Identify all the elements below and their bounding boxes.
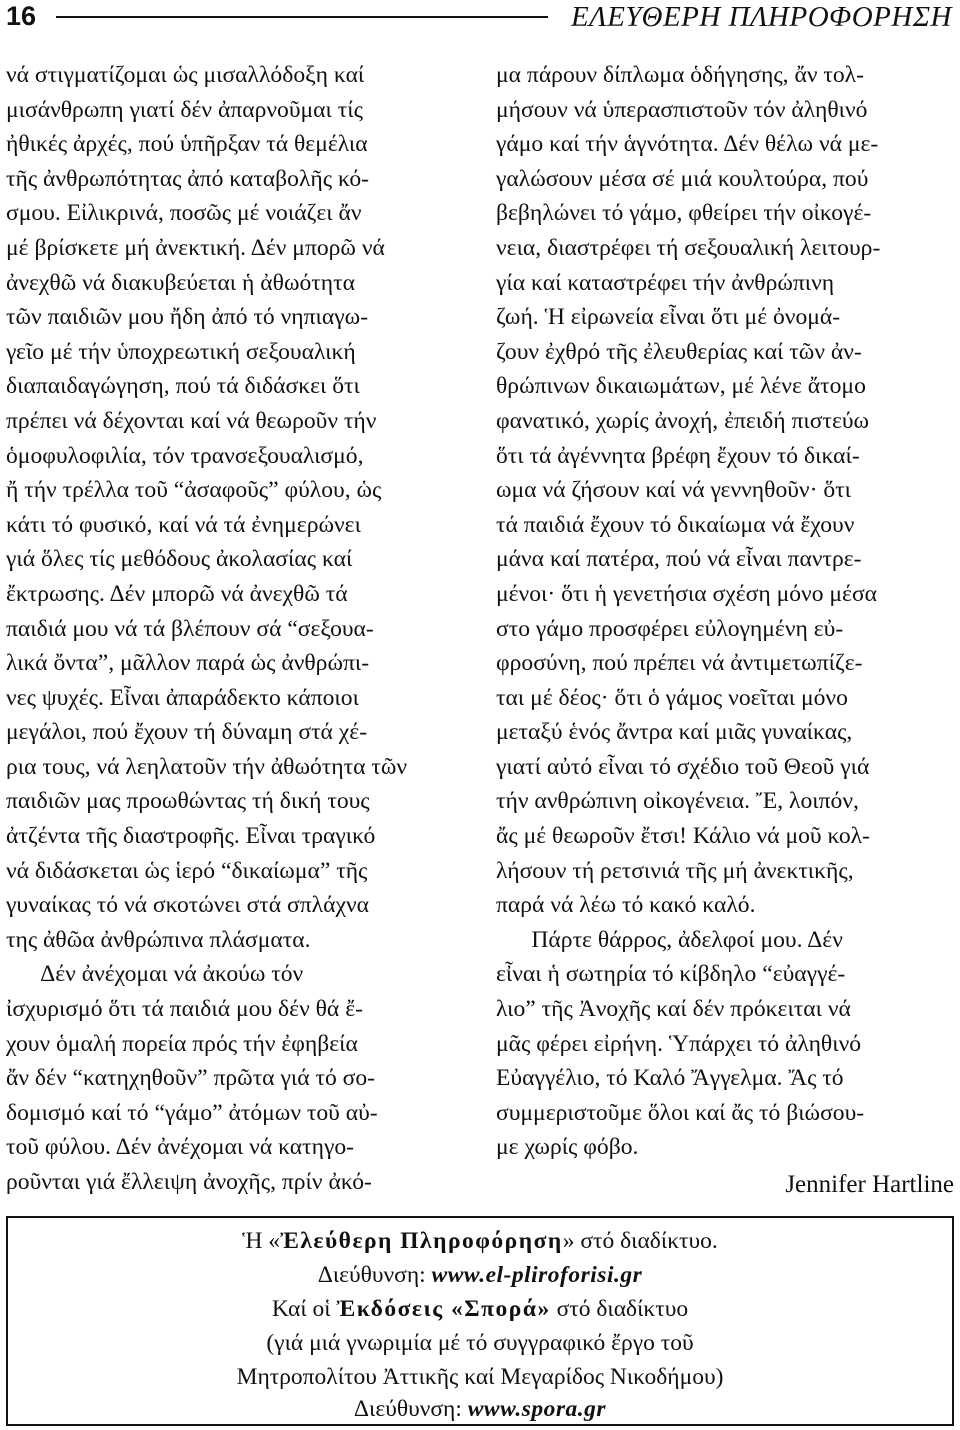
- left_column-line: μισάνθρωπη γιατί δέν ἀπαρνοῦμαι τίς: [6, 96, 363, 123]
- left_column-line: μεγάλοι, πού ἔχουν τή δύναμη στά χέ-: [6, 719, 368, 746]
- right_column-line: μεταξύ ἑνός ἄντρα καί μιᾶς γυναίκας,: [496, 719, 853, 746]
- left_column-line: ἤ τήν τρέλλα τοῦ “ἀσαφοῦς” φύλου, ὡς: [6, 477, 382, 504]
- left_column-line: νά στιγματίζομαι ὡς μισαλλόδοξη καί: [6, 62, 365, 88]
- left_column-line: ἠθικές ἀρχές, πού ὑπῆρξαν τά θεμέλια: [6, 131, 368, 158]
- right_column-line: τήν ανθρώπινη οἰκογένεια. Ἔ, λοιπόν,: [496, 788, 859, 815]
- right_column-line: ὅτι τά ἀγέννητα βρέφη ἔχουν τό δικαί-: [496, 442, 860, 469]
- address-label: Διεύθυνση:: [353, 1396, 468, 1422]
- website-link-pliroforisi[interactable]: www.el-pliroforisi.gr: [431, 1262, 643, 1288]
- left_column-line: τῆς ἀνθρωπότητας ἀπό καταβολῆς κό-: [6, 165, 370, 192]
- left_column-line: παιδιά μου νά τά βλέπουν σά “σεξουα-: [6, 615, 374, 642]
- right_column-line: γιατί αὐτό εἶναι τό σχέδιο τοῦ Θεοῦ γιά: [496, 753, 870, 780]
- right_column-line: μάνα καί πατέρα, πού νά εἶναι παντρε-: [496, 546, 862, 573]
- right_column-line: συμμεριστοῦμε ὅλοι καί ἄς τό βιώσου-: [496, 1099, 865, 1126]
- right_column-line: τά παιδιά ἔχουν τό δικαίωμα νά ἔχουν: [496, 511, 855, 538]
- notice-line-6: [8, 1394, 952, 1424]
- right_column-line: ἄς μέ θεωροῦν ἔτσι! Κάλιο νά μοῦ κολ-: [496, 823, 870, 850]
- left_column-line: χουν ὁμαλή πορεία πρός τήν ἐφηβεία: [6, 1030, 358, 1057]
- right_column-line: ζουν ἐχθρό τῆς ἐλευθερίας καί τῶν ἀν-: [496, 338, 862, 365]
- right_column-line: με χωρίς φόβο.: [496, 1134, 639, 1161]
- newspaper-title: ΕΛΕΥΘΕΡΗ ΠΛΗΡΟΦΟΡΗΣΗ: [570, 1, 952, 33]
- left_column-line: Δέν ἀνέχομαι νά ἀκούω τόν: [6, 961, 304, 988]
- left_column-line: ἔκτρωσης. Δέν μπορῶ νά ἀνεχθῶ τά: [6, 580, 348, 607]
- left_column-line: τοῦ φύλου. Δέν ἀνέχομαι νά κατηγο-: [6, 1134, 355, 1161]
- right_column-line: ωμα νά ζήσουν καί νά γεννηθοῦν· ὅτι: [496, 477, 851, 504]
- right_column-line: λήσουν τή ρετσινιά τῆς μή ἀνεκτικῆς,: [496, 857, 854, 884]
- left-column: [6, 58, 468, 1200]
- notice-line-1-post: » στό διαδίκτυο.: [562, 1228, 718, 1254]
- notice-box: [6, 1216, 954, 1426]
- header-rule: [56, 16, 548, 18]
- right_column-line: μήσουν νά ὑπερασπιστοῦν τόν ἀληθινό: [496, 96, 868, 123]
- right_column-line: γάμο καί τήν ἁγνότητα. Δέν θέλω νά με-: [496, 131, 879, 158]
- newspaper-name: Ἐλεύθερη Πληροφόρηση: [280, 1228, 563, 1254]
- left_column-line: της ἀθῶα ἀνθρώπινα πλάσματα.: [6, 926, 311, 953]
- right_column-line: εἶναι ἡ σωτηρία τό κίβδηλο “εὐαγγέ-: [496, 961, 846, 988]
- right_column-line: βεβηλώνει τό γάμο, φθείρει τήν οἰκογέ-: [496, 200, 872, 227]
- right_column-line: μένοι· ὅτι ἡ γενετήσια σχέση μόνο μέσα: [496, 580, 878, 607]
- right_column-line: γαλώσουν μέσα σέ μιά κουλτούρα, πού: [496, 165, 869, 192]
- right_column-line: φροσύνη, πού πρέπει νά ἀντιμετωπίζε-: [496, 650, 863, 677]
- right-column: [496, 58, 956, 1165]
- notice-line-1: [8, 1226, 952, 1256]
- left_column-line: ἄν δέν “κατηχηθοῦν” πρῶτα γιά τό σο-: [6, 1065, 376, 1092]
- left_column-line: γεῖο μέ τήν ὑποχρεωτική σεξουαλική: [6, 338, 356, 365]
- right_column-line: μᾶς φέρει εἰρήνη. Ὑπάρχει τό ἀληθινό: [496, 1030, 862, 1057]
- address-label: Διεύθυνση:: [317, 1262, 432, 1288]
- right_column-line: ζωή. Ἡ εἰρωνεία εἶναι ὅτι μέ ὀνομά-: [496, 304, 841, 331]
- left_column-line: ὁμοφυλοφιλία, τόν τρανσεξουαλισμό,: [6, 442, 364, 469]
- page-number: 16: [6, 1, 37, 31]
- left_column-line: νά διδάσκεται ὡς ἱερό “δικαίωμα” τῆς: [6, 857, 368, 884]
- left_column-line: γιά ὅλες τίς μεθόδους ἀκολασίας καί: [6, 546, 353, 573]
- left_column-line: κάτι τό φυσικό, καί νά τά ἐνημερώνει: [6, 511, 361, 538]
- website-link-spora[interactable]: www.spora.gr: [467, 1396, 607, 1422]
- left_column-line: δομισμό καί τό “γάμο” ἀτόμων τοῦ αὐ-: [6, 1099, 378, 1126]
- left_column-line: γυναίκας τό νά σκοτώνει στά σπλάχνα: [6, 892, 369, 919]
- right_column-line: γία καί καταστρέφει τήν ἀνθρώπινη: [496, 269, 835, 296]
- right_column-line: μα πάρουν δίπλωμα ὁδήγησης, ἄν τολ-: [496, 62, 864, 88]
- left_column-line: ρια τους, νά λεηλατοῦν τήν ἀθωότητα τῶν: [6, 753, 408, 780]
- right_column-line: θρώπινων δικαιωμάτων, μέ λένε ἄτομο: [496, 373, 866, 400]
- left_column-line: νες ψυχές. Εἶναι ἀπαράδεκτο κάποιοι: [6, 684, 359, 711]
- notice-line-3: [8, 1294, 952, 1324]
- notice-line-2: [8, 1260, 952, 1290]
- page-header: [0, 0, 960, 40]
- left_column-line: ροῦνται γιά ἔλλειψη ἀνοχῆς, πρίν ἀκό-: [6, 1169, 372, 1195]
- right_column-line: Εὐαγγέλιο, τό Καλό Ἄγγελμα. Ἄς τό: [496, 1065, 844, 1092]
- publisher-name: Ἐκδόσεις «Σπορά»: [336, 1296, 551, 1322]
- left_column-line: τῶν παιδιῶν μου ἤδη ἀπό τό νηπιαγω-: [6, 304, 369, 331]
- author-signature: Jennifer Hartline: [785, 1171, 954, 1198]
- left_column-line: ἀνεχθῶ νά διακυβεύεται ἡ ἀθωότητα: [6, 269, 355, 296]
- notice-line-5: Μητροπολίτου Ἀττικῆς καί Μεγαρίδος Νικοδήμου): [236, 1364, 724, 1390]
- notice-line-3-post: στό διαδίκτυο: [550, 1296, 689, 1322]
- left_column-line: πρέπει νά δέχονται καί νά θεωροῦν τήν: [6, 407, 377, 434]
- right_column-line: Πάρτε θάρρος, ἀδελφοί μου. Δέν: [496, 926, 843, 953]
- notice-line-4: (γιά μιά γνωριμία μέ τό συγγραφικό ἔργο τοῦ: [266, 1330, 694, 1356]
- left_column-line: διαπαιδαγώγηση, πού τά διδάσκει ὅτι: [6, 373, 360, 400]
- right_column-line: φανατικό, χωρίς ἀνοχή, ἐπειδή πιστεύω: [496, 407, 870, 434]
- right_column-line: ται μέ δέος· ὅτι ὁ γάμος νοεῖται μόνο: [496, 684, 848, 711]
- left_column-line: ἀτζέντα τῆς διαστροφῆς. Εἶναι τραγικό: [6, 823, 376, 850]
- left_column-line: λικά ὄντα”, μᾶλλον παρά ὡς ἀνθρώπι-: [6, 650, 370, 677]
- notice-line-1-pre: Ἡ «: [242, 1228, 281, 1254]
- right_column-line: παρά νά λέω τό κακό καλό.: [496, 892, 756, 919]
- left_column-line: μέ βρίσκετε μή ἀνεκτική. Δέν μπορῶ νά: [6, 234, 385, 261]
- left_column-line: παιδιῶν μας προωθώντας τή δική τους: [6, 788, 370, 815]
- left_column-line: ἰσχυρισμό ὅτι τά παιδιά μου δέν θά ἔ-: [6, 996, 363, 1023]
- left_column-line: σμου. Εἰλικρινά, ποσῶς μέ νοιάζει ἄν: [6, 200, 362, 227]
- right_column-line: νεια, διαστρέφει τή σεξουαλική λειτουρ-: [496, 234, 881, 261]
- notice-line-3-pre: Καί οἱ: [271, 1296, 337, 1322]
- right_column-line: στο γάμο προσφέρει εὐλογημένη εὐ-: [496, 615, 844, 642]
- right_column-line: λιο” τῆς Ἀνοχῆς καί δέν πρόκειται νά: [496, 996, 851, 1023]
